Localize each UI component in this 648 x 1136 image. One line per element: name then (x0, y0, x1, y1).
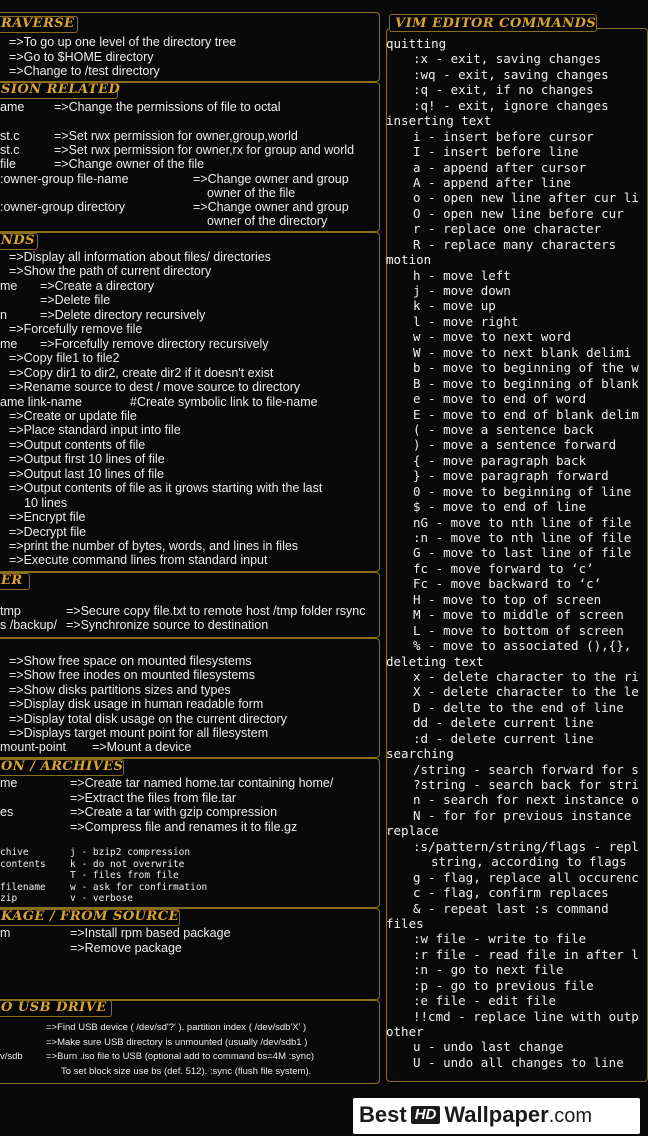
row-desc: To set block size use bs (def. 512). :sync (flush file system). (61, 1066, 312, 1077)
traverse-row-0 (9, 35, 236, 49)
permission-row-8 (207, 214, 327, 228)
vim-command: I - insert before line (413, 144, 579, 160)
vim-command: e - move to end of word (413, 391, 587, 407)
row-desc: =>Show free inodes on mounted filesystems (9, 668, 255, 683)
commands-row (0, 452, 165, 466)
vim-command: u - undo last change (413, 1039, 564, 1055)
row-cmd: me (0, 336, 18, 351)
archive-flag-row (0, 847, 190, 859)
vim-command: % - move to associated (),{}, (413, 638, 632, 654)
vim-command: fc - move forward to ‘c’ (413, 560, 594, 576)
row-desc: =>Show the path of current directory (9, 264, 212, 279)
row-desc: =>Display disk usage in human readable form (9, 697, 264, 712)
row-cmd: me (0, 776, 18, 790)
row-desc: =>Copy file1 to file2 (9, 351, 120, 366)
row-desc: =>Burn .iso file to USB (optional add to command bs=4M :sync) (46, 1051, 314, 1062)
vim-command: n - search for next instance o (413, 792, 639, 808)
vim-command: :n - go to next file (413, 962, 564, 978)
row-desc: =>Create a directory (40, 278, 154, 293)
logo-hd-badge: HD (411, 1106, 441, 1124)
commands-row (0, 481, 322, 495)
vim-command: k - move up (413, 298, 496, 314)
vim-command: L - move to bottom of screen (413, 622, 624, 638)
archives-row-3 (0, 820, 297, 834)
commands-row (0, 467, 164, 481)
vim-command: /string - search forward for s (413, 761, 639, 777)
logo-best: Best (359, 1102, 407, 1127)
vim-command: W - move to next blank delimi (413, 344, 632, 360)
vim-command: $ - move to end of line (413, 499, 587, 515)
vim-command: :wq - exit, saving changes (413, 66, 609, 82)
vim-command: ( - move a sentence back (413, 421, 594, 437)
vim-command: :s/pattern/string/flags - repl (413, 838, 639, 854)
row-desc: 10 lines (24, 495, 68, 510)
archives-row-1 (0, 791, 236, 805)
vim-category: deleting text (386, 653, 484, 669)
permission-row-0 (0, 100, 281, 114)
vim-command: X - delete character to the le (413, 684, 639, 700)
commands-row (0, 308, 205, 322)
vim-command: h - move left (413, 267, 511, 283)
row-desc: =>Synchronize source to destination (66, 618, 269, 632)
commands-row (0, 279, 154, 293)
row-cmd: es (0, 805, 14, 819)
archives-row-0 (0, 776, 333, 790)
row-desc: =>Delete directory recursively (40, 307, 206, 322)
permission-row-4 (0, 157, 204, 171)
disk-row (0, 697, 263, 711)
vim-command: & - repeat last :s command (413, 900, 609, 916)
row-desc: =>Install rpm based package (70, 926, 231, 940)
vim-command: :d - delete current line (413, 730, 594, 746)
row-desc: =>Compress file and renames it to file.gz (70, 820, 298, 834)
vim-category: files (386, 915, 424, 931)
row-desc: =>Place standard input into file (9, 423, 181, 438)
permission-row-2 (0, 129, 298, 143)
vim-command: string, according to flags (431, 854, 627, 870)
row-desc: =>Display all information about files/ directories (9, 250, 271, 264)
commands-row (0, 322, 142, 336)
vim-heading: VIM EDITOR COMMANDS (389, 14, 597, 32)
commands-row (0, 438, 145, 452)
row-desc: =>Extract the files from file.tar (70, 791, 237, 805)
vim-command: { - move paragraph back (413, 452, 587, 468)
row-desc: =>Displays target mount point for all filesystem (9, 726, 269, 740)
commands-row (0, 525, 86, 539)
vim-command: :r file - read file in after l (413, 946, 639, 962)
vim-command: 0 - move to beginning of line (413, 483, 632, 499)
vim-command: Fc - move backward to ‘c’ (413, 576, 602, 592)
row-cmd: m (0, 926, 11, 940)
row-desc: =>Show disks partitions sizes and types (9, 682, 231, 697)
commands-row (0, 351, 120, 365)
row-desc: =>Decrypt file (9, 524, 87, 539)
disk-row (0, 683, 231, 697)
commands-row (0, 409, 137, 423)
watermark-logo (353, 1098, 640, 1134)
commands-row (0, 366, 273, 380)
row-cmd: me (0, 278, 18, 293)
disk-row (0, 654, 252, 668)
install-row-0 (0, 926, 231, 940)
transfer-row-0 (0, 604, 365, 618)
usb-row-3 (61, 1066, 311, 1077)
vim-command: O - open new line before cur (413, 205, 624, 221)
vim-command: :p - go to previous file (413, 977, 594, 993)
vim-command: B - move to beginning of blank (413, 375, 639, 391)
install-heading: KAGE / FROM SOURCE (1, 909, 180, 924)
row-desc: =>Create or update file (9, 408, 137, 423)
vim-command: :e file - edit file (413, 993, 556, 1009)
row-desc: =>Copy dir1 to dir2, create dir2 if it doesn't exist (9, 365, 274, 380)
vim-command: :x - exit, saving changes (413, 51, 602, 67)
flag-right: T - files from file (70, 870, 179, 881)
row-desc: =>Mount a device (92, 740, 192, 755)
row-desc: =>Change owner and group (193, 172, 349, 186)
transfer-heading: ER (0, 573, 30, 590)
row-desc: =>Display total disk usage on the current directory (9, 711, 287, 726)
flag-right: v - verbose (70, 893, 133, 904)
permission-row-6 (207, 186, 295, 200)
vim-command: E - move to end of blank delim (413, 406, 639, 422)
logo-com: .com (548, 1105, 593, 1127)
vim-command: x - delete character to the ri (413, 668, 639, 684)
row-desc: =>Delete file (40, 293, 111, 308)
commands-row (0, 264, 211, 278)
row-cmd: st.c (0, 143, 20, 157)
vim-command: H - move to top of screen (413, 591, 602, 607)
row-desc: #Create symbolic link to file-name (130, 394, 318, 409)
row-cmd: :owner-group file-name (0, 172, 129, 186)
traverse-heading: RAVERSE (0, 16, 78, 33)
row-cmd: :owner-group directory (0, 200, 126, 214)
vim-command: nG - move to nth line of file (413, 514, 632, 530)
commands-row (0, 250, 271, 264)
row-desc: =>Rename source to dest / move source to directory (9, 380, 301, 395)
vim-command-list (386, 36, 640, 1070)
archives-heading: ON / ARCHIVES (1, 759, 124, 774)
commands-row (0, 293, 110, 307)
install-row-1 (70, 941, 182, 955)
row-desc: =>Change to /test directory (9, 64, 160, 78)
commands-row (0, 395, 318, 409)
vim-category: searching (386, 746, 454, 762)
row-desc: =>print the number of bytes, words, and lines in files (9, 539, 299, 553)
archives-row-2 (0, 805, 277, 819)
row-desc: =>Secure copy file.txt to remote host /tmp folder rsync (66, 604, 366, 618)
row-desc: owner of the directory (207, 214, 328, 228)
vim-command: dd - delete current line (413, 715, 594, 731)
commands-row (0, 496, 67, 510)
row-desc: =>Set rwx permission for owner,rx for group and world (54, 143, 355, 157)
flag-left: chive (0, 847, 29, 858)
vim-category: inserting text (386, 113, 492, 129)
vim-command: !!cmd - replace line with outp (413, 1008, 639, 1024)
row-desc: owner of the file (207, 186, 296, 200)
permission-heading: SION RELATED (1, 82, 121, 97)
row-cmd: n (0, 307, 7, 322)
row-desc: =>Create tar named home.tar containing home/ (70, 776, 334, 790)
flag-right: w - ask for confirmation (70, 881, 208, 893)
traverse-row-2 (9, 64, 160, 78)
row-cmd: file (0, 157, 16, 171)
flag-right: j - bzip2 compression (70, 847, 191, 858)
vim-category: motion (386, 252, 432, 268)
vim-command: a - append after cursor (413, 159, 587, 175)
row-cmd: tmp (0, 604, 21, 618)
row-desc: =>Output contents of file as it grows starting with the last (9, 481, 323, 496)
vim-command: N - for for previous instance (413, 807, 632, 823)
flag-left: filename (0, 881, 46, 893)
row-cmd: st.c (0, 129, 20, 143)
archive-flag-row (0, 882, 207, 894)
row-desc: =>Create a tar with gzip compression (70, 805, 278, 819)
row-desc: =>Show free space on mounted filesystems (9, 654, 252, 668)
usb-row-0 (0, 1022, 306, 1033)
usb-heading: O USB DRIVE (0, 1000, 112, 1017)
flag-left: zip (0, 893, 18, 904)
vim-command: g - flag, replace all occurenc (413, 869, 639, 885)
flag-right: k - do not overwrite (70, 858, 185, 870)
row-desc: =>Find USB device ( /dev/sd'?' ). partition index ( /dev/sdb'X' ) (46, 1022, 307, 1033)
transfer-row-1 (0, 618, 268, 632)
row-cmd: ame link-name (0, 394, 82, 409)
commands-row (0, 423, 181, 437)
row-desc: =>Change the permissions of file to octal (54, 100, 281, 114)
logo-wallpaper: Wallpaper (444, 1102, 549, 1127)
vim-command: M - move to middle of screen (413, 607, 624, 623)
vim-command: } - move paragraph forward (413, 468, 609, 484)
vim-command: G - move to last line of file (413, 545, 632, 561)
vim-category: other (386, 1024, 424, 1039)
disk-row (0, 668, 255, 682)
row-desc: =>Output first 10 lines of file (9, 452, 165, 467)
permission-row-7 (0, 200, 349, 214)
row-desc: =>Forcefully remove file (9, 322, 143, 337)
vim-command: A - append after line (413, 174, 572, 190)
vim-command: l - move right (413, 313, 519, 329)
row-desc: =>Remove package (70, 941, 182, 955)
permission-row-3 (0, 143, 354, 157)
row-desc: =>To go up one level of the directory tree (9, 35, 237, 49)
commands-heading: NDS (0, 233, 38, 250)
vim-command: :w file - write to file (413, 931, 587, 947)
row-cmd: s /backup/ (0, 618, 57, 632)
row-desc: =>Set rwx permission for owner,group,world (54, 129, 298, 143)
vim-category: quitting (386, 36, 447, 51)
vim-command: w - move to next word (413, 329, 572, 345)
row-desc: =>Encrypt file (9, 510, 86, 525)
row-cmd: mount-point (0, 740, 67, 755)
archive-flag-row (0, 870, 179, 882)
usb-row-2 (0, 1051, 314, 1062)
vim-command: ) - move a sentence forward (413, 437, 617, 453)
vim-command: o - open new line after cur li (413, 190, 639, 206)
commands-row (0, 337, 269, 351)
row-desc: =>Output contents of file (9, 437, 146, 452)
commands-row (0, 539, 298, 553)
vim-command: R - replace many characters (413, 236, 617, 252)
vim-command: D - delte to the end of line (413, 699, 624, 715)
vim-command: U - undo all changes to line (413, 1054, 624, 1070)
vim-command: :q! - exit, ignore changes (413, 97, 609, 113)
row-desc: =>Change owner and group (193, 200, 349, 214)
archive-flag-row (0, 893, 133, 905)
vim-category: replace (386, 823, 439, 839)
row-desc: =>Forcefully remove directory recursively (40, 336, 269, 351)
vim-command: r - replace one character (413, 221, 602, 237)
vim-command: ?string - search back for stri (413, 777, 639, 792)
permission-row-5 (0, 172, 349, 186)
row-desc: =>Make sure USB directory is unmounted (usually /dev/sdb1 ) (46, 1037, 308, 1048)
vim-command: b - move to beginning of the w (413, 360, 639, 376)
commands-row (0, 553, 267, 567)
vim-command: :n - move to nth line of file (413, 530, 632, 545)
vim-command: :q - exit, if no changes (413, 82, 594, 98)
traverse-row-1 (9, 50, 154, 64)
disk-row (0, 726, 268, 740)
vim-command: i - insert before cursor (413, 128, 594, 144)
usb-row-1 (0, 1037, 307, 1048)
disk-row (0, 712, 287, 726)
disk-row (0, 740, 191, 754)
vim-command: j - move down (413, 283, 511, 298)
row-desc: =>Execute command lines from standard input (9, 553, 268, 568)
flag-left: contents (0, 858, 46, 870)
row-desc: =>Go to $HOME directory (9, 50, 154, 64)
commands-row (0, 380, 300, 394)
row-desc: =>Output last 10 lines of file (9, 466, 164, 481)
row-desc: =>Change owner of the file (54, 157, 205, 171)
row-cmd: v/sdb (0, 1051, 23, 1062)
archive-flag-row (0, 859, 184, 871)
vim-command: c - flag, confirm replaces (413, 885, 609, 901)
row-cmd: ame (0, 100, 25, 114)
commands-row (0, 510, 85, 524)
